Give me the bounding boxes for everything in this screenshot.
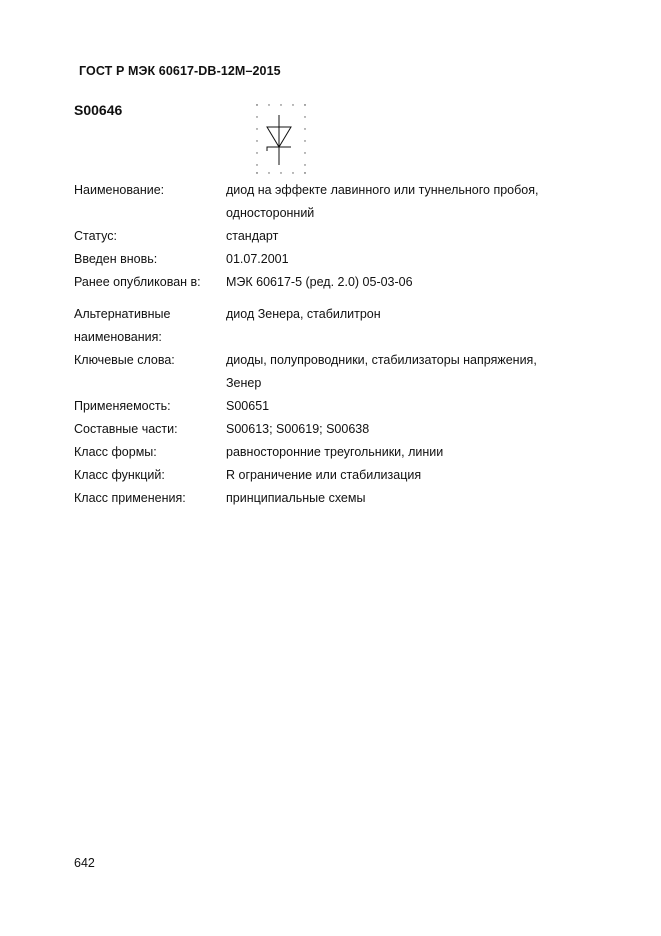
grid-dots [256, 104, 305, 173]
grid-dot [292, 104, 293, 105]
document-header: ГОСТ Р МЭК 60617-DB-12M–2015 [79, 64, 281, 78]
grid-dot [256, 128, 257, 129]
field-value-line: Зенер [226, 376, 262, 390]
field-label-line: Статус: [74, 229, 117, 243]
field-value [226, 349, 596, 395]
field-value [226, 464, 596, 487]
grid-dot [304, 116, 305, 117]
field-label [74, 487, 224, 510]
grid-dot [268, 172, 269, 173]
field-row [74, 487, 594, 510]
field-value-line: стандарт [226, 229, 279, 243]
grid-dot [256, 116, 257, 117]
field-value-line: 01.07.2001 [226, 252, 289, 266]
field-value-line: равносторонние треугольники, линии [226, 445, 444, 459]
field-value [226, 303, 596, 326]
field-label-line: Составные части: [74, 422, 178, 436]
diode-breakdown-unidirectional-icon [255, 103, 307, 175]
grid-dot [304, 104, 305, 105]
field-row [74, 349, 594, 395]
field-value [226, 248, 596, 271]
field-value [226, 418, 596, 441]
field-label-line: Ключевые слова: [74, 353, 175, 367]
grid-dot [292, 172, 293, 173]
field-row [74, 395, 594, 418]
field-value-line: R ограничение или стабилизация [226, 468, 422, 482]
field-label-line: Альтернативные [74, 307, 171, 321]
field-row [74, 418, 594, 441]
field-label [74, 179, 224, 202]
field-row [74, 179, 594, 225]
field-row [74, 303, 594, 349]
grid-dot [304, 172, 305, 173]
field-label [74, 418, 224, 441]
field-value-line: S00651 [226, 399, 270, 413]
field-value [226, 225, 596, 248]
field-label-line: Класс применения: [74, 491, 186, 505]
field-row [74, 225, 594, 248]
field-label [74, 395, 224, 418]
page-number: 642 [74, 856, 95, 870]
field-label-line: Класс функций: [74, 468, 165, 482]
field-value-line: МЭК 60617-5 (ред. 2.0) 05-03-06 [226, 275, 413, 289]
field-label [74, 464, 224, 487]
field-label-line: Ранее опубликован в: [74, 275, 201, 289]
grid-dot [256, 152, 257, 153]
field-label [74, 303, 224, 349]
field-row [74, 248, 594, 271]
field-label-line: Наименование: [74, 183, 165, 197]
grid-dot [304, 140, 305, 141]
field-value [226, 395, 596, 418]
grid-dot [280, 104, 281, 105]
field-label-line: наименования: [74, 330, 162, 344]
field-value-line: принципиальные схемы [226, 491, 366, 505]
field-label [74, 248, 224, 271]
grid-dot [256, 140, 257, 141]
field-value-line: односторонний [226, 206, 315, 220]
field-value-line: диод Зенера, стабилитрон [226, 307, 381, 321]
grid-dot [256, 104, 257, 105]
grid-dot [256, 172, 257, 173]
symbol-code: S00646 [74, 102, 123, 118]
field-value-line: S00613; S00619; S00638 [226, 422, 370, 436]
field-label-line: Введен вновь: [74, 252, 158, 266]
field-value [226, 271, 596, 294]
grid-dot [268, 104, 269, 105]
field-label-line: Применяемость: [74, 399, 171, 413]
grid-dot [304, 152, 305, 153]
grid-dot [280, 172, 281, 173]
field-value [226, 179, 596, 225]
field-label [74, 441, 224, 464]
field-row [74, 271, 594, 294]
grid-dot [256, 164, 257, 165]
field-label [74, 271, 224, 294]
grid-dot [304, 128, 305, 129]
field-label [74, 349, 224, 372]
grid-dot [304, 164, 305, 165]
field-label [74, 225, 224, 248]
field-value [226, 441, 596, 464]
field-label-line: Класс формы: [74, 445, 157, 459]
field-row [74, 441, 594, 464]
field-value [226, 487, 596, 510]
field-row [74, 464, 594, 487]
field-value-line: диоды, полупроводники, стабилизаторы напряжения, [226, 353, 537, 367]
field-value-line: диод на эффекте лавинного или туннельного пробоя, [226, 183, 539, 197]
